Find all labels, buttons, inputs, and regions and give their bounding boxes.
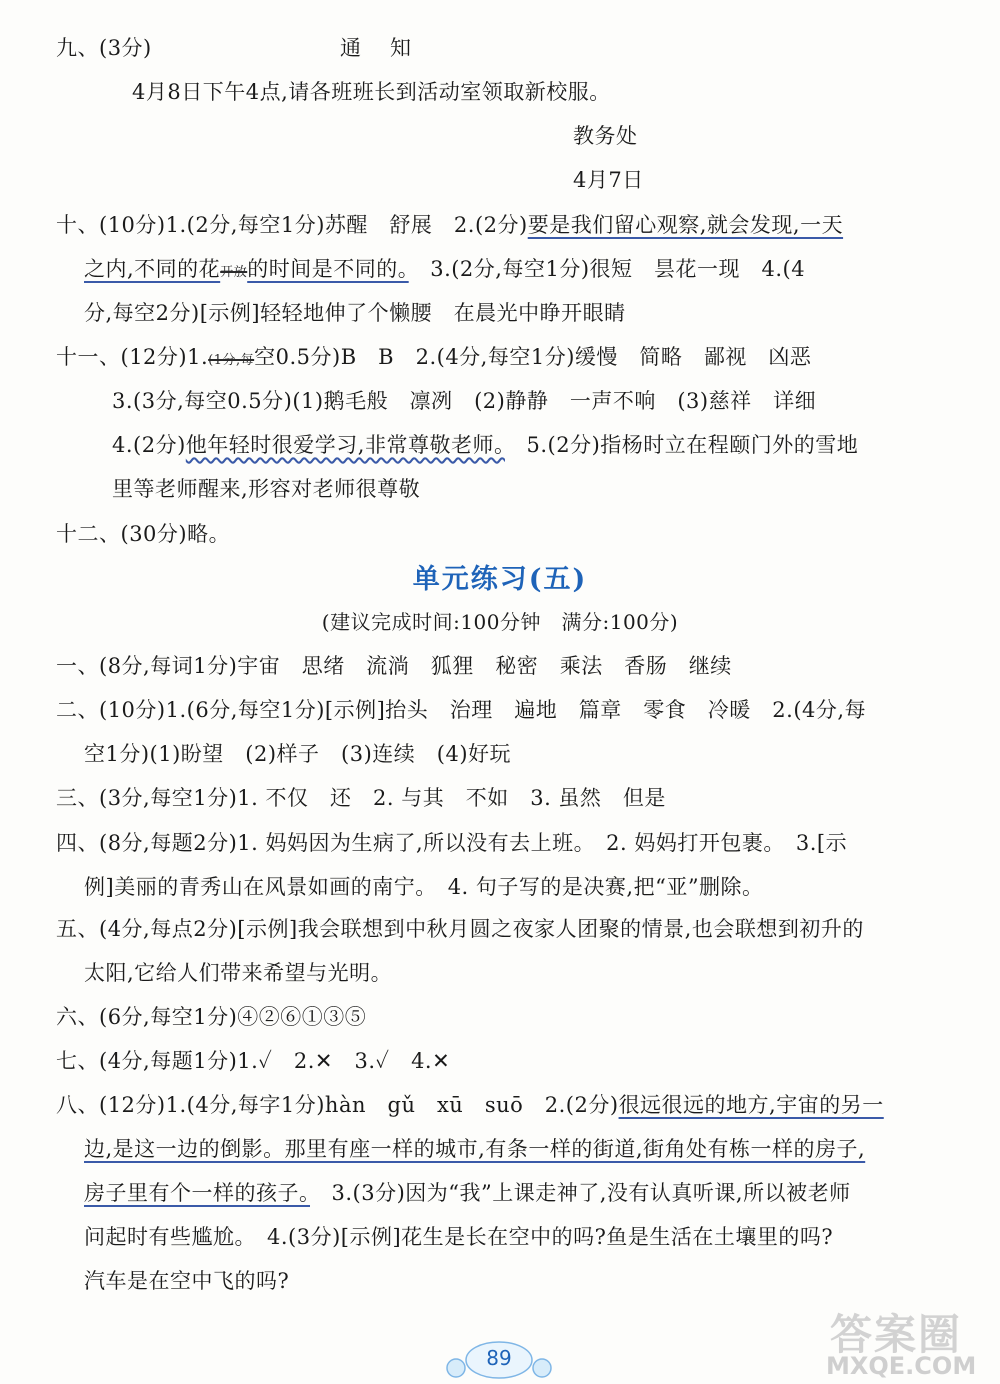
answer-8-line-3 <box>84 1178 851 1208</box>
unit-subtitle: (建议完成时间:100分钟 满分:100分) <box>321 610 679 634</box>
q11-wavy-underlined-answer: 他年轻时很爱学习,非常尊敬老师。 <box>185 433 505 457</box>
answer-2-line-1: 二、(10分)1.(6分,每空1分)[示例]抬头 治理 遍地 篇章 零食 冷暖 2.(4分,每 <box>56 698 867 722</box>
answer-8-line-4: 问起时有些尴尬。 4.(3分)[示例]花生是长在空中的吗?鱼是生活在土壤里的吗? <box>84 1225 834 1249</box>
q10-scribbled-word: 开放 <box>220 265 248 280</box>
q11-line-2: 3.(3分,每空0.5分)(1)鹅毛般 凛冽 (2)静静 一声不响 (3)慈祥 详细 <box>112 389 817 413</box>
answer-3: 三、(3分,每空1分)1. 不仅 还 2. 与其 不如 3. 虽然 但是 <box>56 786 666 810</box>
notice-section-label: 九、(3分) <box>56 36 152 60</box>
answer-4-line-1: 四、(8分,每题2分)1. 妈妈因为生病了,所以没有去上班。 2. 妈妈打开包裹。 3.[示 <box>56 831 848 855</box>
answer-7: 七、(4分,每题1分)1.✓ 2.✕ 3.✓ 4.✕ <box>56 1049 451 1073</box>
notice-date: 4月7日 <box>573 168 644 192</box>
q11-line-3 <box>112 430 858 460</box>
answer-8-underlined-start: 很远很远的地方,宇宙的另一 <box>618 1093 884 1117</box>
q10-line-1 <box>56 210 843 240</box>
q11-line-1-post: 空0.5分)B B 2.(4分,每空1分)缓慢 简略 鄙视 凶恶 <box>254 345 812 369</box>
answer-8-line-3-post: 3.(3分)因为“我”上课走神了,没有认真听课,所以被老师 <box>310 1181 851 1205</box>
notice-signer: 教务处 <box>573 124 638 148</box>
watermark-url: MXQE.COM <box>826 1352 977 1380</box>
q11-line-4: 里等老师醒来,形容对老师很尊敬 <box>112 477 421 501</box>
answer-8-underlined-mid: 边,是这一边的倒影。那里有座一样的城市,有条一样的街道,街角处有栋一样的房子, <box>84 1137 866 1161</box>
q12-line: 十二、(30分)略。 <box>56 522 231 546</box>
answer-8-line-1 <box>56 1090 884 1120</box>
q11-line-3-post: 5.(2分)指杨时立在程颐门外的雪地 <box>504 433 859 457</box>
q10-line-1-text: 十、(10分)1.(2分,每空1分)苏醒 舒展 2.(2分) <box>56 213 528 237</box>
q10-line-2 <box>84 254 805 288</box>
watermark <box>812 1302 992 1380</box>
answer-4-line-2: 例]美丽的青秀山在风景如画的南宁。 4. 句子写的是决赛,把“亚”删除。 <box>84 875 764 899</box>
q11-scribbled-text: (1分,每 <box>208 353 255 368</box>
notice-title: 通 知 <box>340 36 415 60</box>
answer-2-line-2: 空1分)(1)盼望 (2)样子 (3)连续 (4)好玩 <box>84 742 512 766</box>
unit-title: 单元练习(五) <box>412 564 588 595</box>
answer-5-line-1: 五、(4分,每点2分)[示例]我会联想到中秋月圆之夜家人团聚的情景,也会联想到初升的 <box>56 917 864 941</box>
notice-body: 4月8日下午4点,请各班班长到活动室领取新校服。 <box>132 80 611 104</box>
q10-line-3: 分,每空2分)[示例]轻轻地伸了个懒腰 在晨光中睁开眼睛 <box>84 301 626 325</box>
q10-underlined-answer: 要是我们留心观察,就会发现,一天 <box>527 213 844 237</box>
q10-line-2-text: 3.(2分,每空1分)很短 昙花一现 4.(4 <box>408 257 806 281</box>
answer-8-underlined-end: 房子里有个一样的孩子。 <box>84 1181 310 1205</box>
page-number: 89 <box>486 1346 512 1370</box>
watermark-logo-text: 答案圈 <box>830 1310 963 1359</box>
answer-1: 一、(8分,每词1分)宇宙 思绪 流淌 狐狸 秘密 乘法 香肠 继续 <box>56 654 732 678</box>
answer-8-line-1-pre: 八、(12分)1.(4分,每字1分)hàn gǔ xū suō 2.(2分) <box>56 1093 619 1117</box>
q11-line-1-pre: 十一、(12分)1. <box>56 345 209 369</box>
q11-line-3-pre: 4.(2分) <box>112 433 186 457</box>
answer-8-line-5: 汽车是在空中飞的吗? <box>84 1269 290 1293</box>
answer-8-line-2 <box>84 1134 865 1164</box>
q10-underlined-answer-end: 的时间是不同的。 <box>247 257 409 281</box>
q10-underlined-answer-cont: 之内,不同的花 <box>84 257 221 281</box>
q11-line-1 <box>56 342 811 376</box>
answer-6: 六、(6分,每空1分)④②⑥①③⑤ <box>56 1005 367 1029</box>
answer-5-line-2: 太阳,它给人们带来希望与光明。 <box>84 961 393 985</box>
